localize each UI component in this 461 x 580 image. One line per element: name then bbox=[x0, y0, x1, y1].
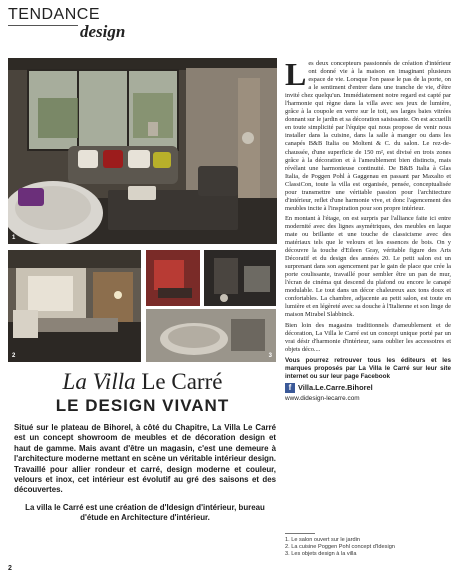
design-objects-illustration bbox=[146, 250, 200, 306]
drop-cap: L bbox=[285, 56, 307, 92]
intro-credit: La villa le Carré est une création de d'Idesign d'intérieur, bureau d'étude en Architecture d'intérieur. bbox=[25, 503, 265, 523]
header-rule bbox=[8, 25, 78, 26]
promo-text: Vous pourrez retrouver tous les éditeurs et les marques proposés par La Villa le Carré sur leur site internet ou sur leur page Facebook bbox=[285, 356, 451, 380]
title-italic: La Villa bbox=[62, 369, 136, 394]
facebook-link[interactable] bbox=[285, 383, 451, 393]
article-paragraph: Bien loin des magasins traditionnels d'ameublement et de décoration, La Villa le Carré est un concept unique porté par un vrai désir d'harmonie d'intérieur, sans oublier les accessoires et objets déco.... bbox=[285, 321, 451, 353]
caption-item: 3. Les objets design à la villa bbox=[285, 551, 357, 558]
facebook-page-name: Villa.Le.Carre.Bihorel bbox=[298, 382, 373, 392]
kitchen-illustration bbox=[8, 250, 141, 362]
website-link[interactable]: www.didesign-lecarre.com bbox=[285, 394, 360, 402]
photo-kitchen bbox=[8, 250, 141, 362]
photo-captions bbox=[285, 533, 451, 559]
photo-number: 3 bbox=[268, 353, 272, 359]
caption-item: 1. Le salon ouvert sur le jardin bbox=[285, 537, 360, 543]
article-paragraph bbox=[285, 56, 451, 213]
page-number: 2 bbox=[8, 565, 12, 572]
design-objects-illustration bbox=[204, 250, 276, 306]
section-kicker: TENDANCE bbox=[8, 6, 101, 23]
photo-design-objects-red bbox=[146, 250, 200, 306]
article-paragraph: En montant à l'étage, on est surpris par l'alliance faite ici entre modernité avec des lignes asymétriques, des meubles en laque mate ou brillante et une touche de classicisme avec des matériaux tels que le velours et les essences de bois. On y découvre la touche d'Eileen Gray, véritable figure des Arts Décoratif et du design des années 20. Le petit salon est un surprenant dans son agencement par le gain de place que crée la porte coulissante, travaillé pour sembler être un pan de mur, l'écran de cinéma qui descend du plafond ou encore le canapé modulable. Le tout dans un décor chaleureux aux tons doux et confortables. La chambre, adjacente au petit salon, est toute en lumière et en légèreté avec sa douche à l'Italienne et son linge de maison Mirabel Slabbinck. bbox=[285, 214, 451, 319]
title-regular: Le Carré bbox=[135, 369, 223, 394]
photo-number: 1 bbox=[12, 235, 16, 241]
photo-number: 2 bbox=[12, 353, 16, 359]
section-header bbox=[8, 6, 148, 46]
title-main bbox=[8, 370, 277, 394]
paragraph-text: es deux concepteurs passionnés de création d'intérieur ont donné vie à la maison en imaginant plusieurs espace de vie. Lorsque l'on passe le pas de la porte, on a le sentiment d'entrer dans une tranche de vie, d'être invité chez quelqu'un. Immédiatement notre regard est capté par l'harmonie qui règne dans la villa avec ses jeux de lumière, grâce à la coupole en verre sur le toit, ses larges baies vitrées donnant sur le jardin et sa décoration saisissante. On est accueilli en toute simplicité par l'équipe qui nous propose de venir nous installer dans la cuisine, dans la salle à manger ou dans les canapés B&B Italia ou Molteni & C. du salon. Le rez-de-chaussée, d'une superficie de 150 m², est divisé en trois zones grâce à la décoration et à l'ameublement bien distincts, mais révélant une harmonieuse continuité. De B&B Italia à Glas Italia, de Poggen Pohl à Gaggenau en passant par Maxalto et ClassiCon, toute la villa est organisée, pensée, conceptualisée pour transmettre une véritable passion pour l'architecture d'intérieur, reflet d'une harmonie vive, et donc l'agencement des meubles incite à l'inspiration pour son propre intérieur. bbox=[285, 60, 451, 212]
photo-design-objects-tray bbox=[146, 309, 276, 362]
caption-item: 2. La cuisine Poggen Pohl concept d'Idesign bbox=[285, 544, 395, 551]
caption-rule bbox=[285, 533, 315, 534]
title-subtitle: LE DESIGN VIVANT bbox=[55, 396, 230, 415]
photo-design-objects-dark bbox=[204, 250, 276, 306]
section-name: design bbox=[80, 22, 126, 41]
intro-paragraph: Situé sur le plateau de Bihorel, à côté du Chapitre, La Villa Le Carré est un concept showroom de meubles et de décoration design et haut de gamme. Mais avant d'être un magasin, c'est une demeure à l'architecture moderne mettant en scène un véritable intérieur design. Travaillé pour allier rondeur et carré, design moderne et couleur, velours et inox, cet intérieur est évolutif au gré des saisons et des découvertes. bbox=[14, 423, 276, 495]
facebook-icon: f bbox=[285, 383, 295, 393]
article-body bbox=[285, 56, 451, 403]
article-title bbox=[8, 370, 277, 416]
photo-living-room bbox=[8, 58, 277, 244]
living-room-illustration bbox=[8, 58, 277, 244]
design-objects-illustration bbox=[146, 309, 276, 362]
